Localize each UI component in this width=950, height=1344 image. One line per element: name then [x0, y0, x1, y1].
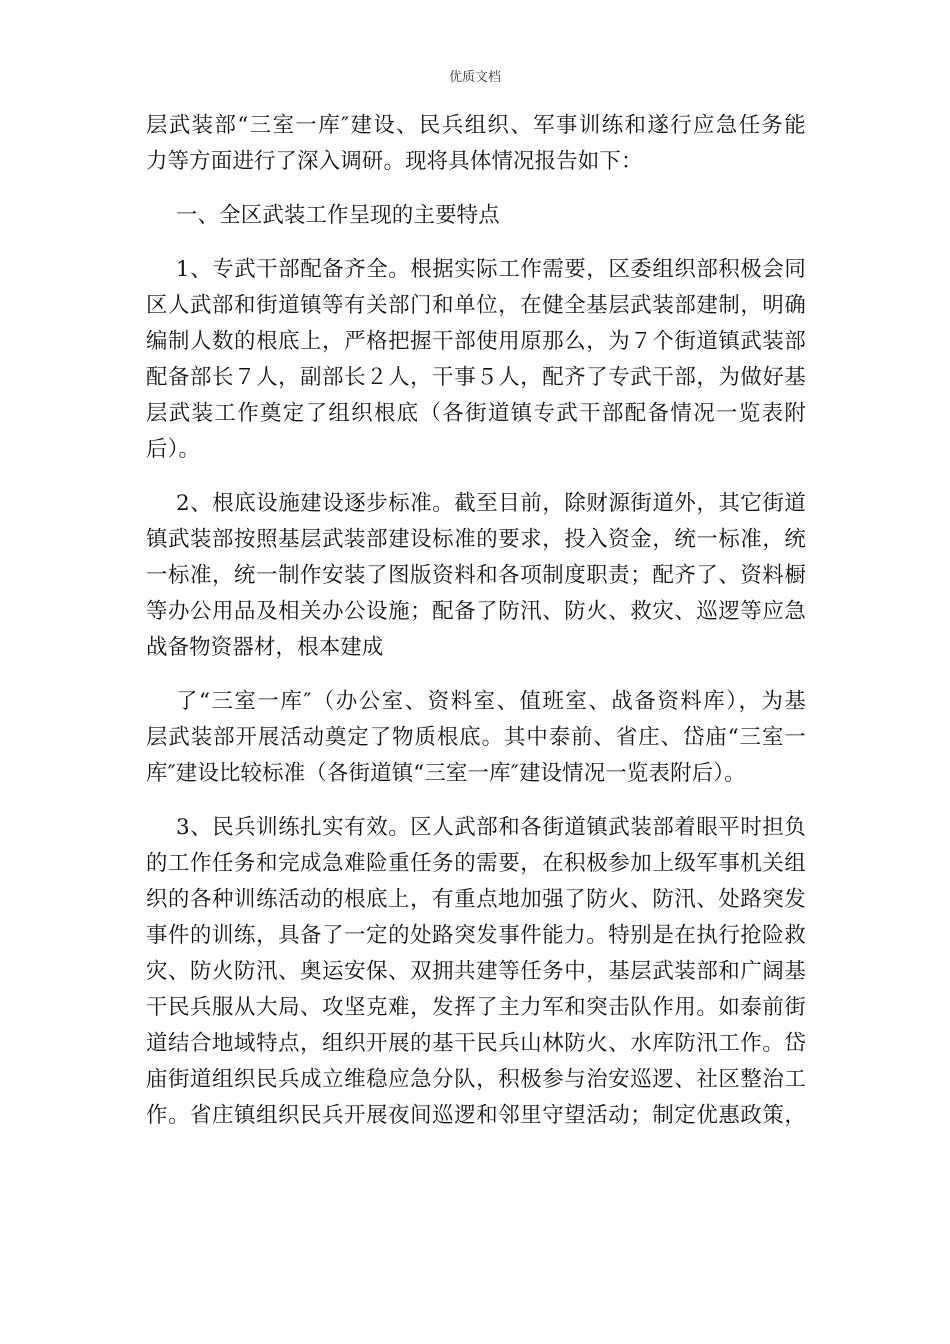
text-line: 干民兵服从大局、攻坚克难，发挥了主力军和突击队作用。如泰前街 [146, 995, 806, 1020]
text-line: 一标准，统一制作安装了图版资料和各项制度职责；配齐了、资料橱 [146, 563, 806, 588]
text-line: 2、根底设施建设逐步标准。截至目前，除财源街道外，其它街道 [176, 491, 806, 516]
text-line: 织的各种训练活动的根底上，有重点地加强了防火、防汛、处路突发 [146, 887, 806, 912]
text-line: 作。省庄镇组织民兵开展夜间巡逻和邻里守望活动；制定优惠政策， [146, 1103, 806, 1128]
text-line: 庙街道组织民兵成立维稳应急分队，积极参与治安巡逻、社区整治工 [146, 1067, 806, 1092]
paragraph-gap [146, 792, 806, 810]
text-line: 道结合地域特点，组织开展的基干民兵山林防火、水库防汛工作。岱 [146, 1031, 806, 1056]
text-line: 区人武部和街道镇等有关部门和单位，在健全基层武装部建制，明确 [146, 293, 806, 318]
text-line: 一、全区武装工作呈现的主要特点 [176, 203, 500, 228]
text-line: 等办公用品及相关办公设施；配备了防汛、防火、救灾、巡逻等应急 [146, 599, 806, 624]
page-header: 优质文档 [448, 70, 501, 85]
text-line: 事件的训练，具备了一定的处路突发事件能力。特别是在执行抢险救 [146, 923, 806, 948]
text-line: 灾、防火防汛、奥运安保、双拥共建等任务中，基层武装部和广阔基 [146, 959, 806, 984]
document-body [146, 108, 806, 1134]
paragraph-gap [146, 180, 806, 198]
text-line: 后）。 [146, 437, 201, 462]
text-line: 库″建设比较标准（各街道镇“三室一库″建设情况一览表附后）。 [146, 761, 746, 786]
paragraph-gap [146, 468, 806, 486]
text-line: 的工作任务和完成急难险重任务的需要，在积极参加上级军事机关组 [146, 851, 806, 876]
text-line: 镇武装部按照基层武装部建设标准的要求，投入资金，统一标准，统 [146, 527, 806, 552]
paragraph-gap [146, 666, 806, 684]
text-line: 层武装部开展活动奠定了物质根底。其中泰前、省庄、岱庙“三室一 [146, 725, 806, 750]
text-line: 了“三室一库″（办公室、资料室、值班室、战备资料库），为基 [176, 689, 806, 714]
text-line: 编制人数的根底上，严格把握干部使用原那么，为７个街道镇武装部 [146, 329, 806, 354]
text-line: 层武装工作奠定了组织根底（各街道镇专武干部配备情况一览表附 [146, 401, 806, 426]
text-line: 配备部长７人，副部长２人，干事５人，配齐了专武干部，为做好基 [146, 365, 806, 390]
text-line: 力等方面进行了深入调研。现将具体情况报告如下： [146, 149, 643, 174]
text-line: 战备物资器材，根本建成 [146, 635, 384, 660]
paragraph-gap [146, 234, 806, 252]
text-line: 1、专武干部配备齐全。根据实际工作需要，区委组织部积极会同 [176, 257, 806, 282]
text-line: 层武装部“三室一库″建设、民兵组织、军事训练和遂行应急任务能 [146, 113, 806, 138]
text-line: 3、民兵训练扎实有效。区人武部和各街道镇武装部着眼平时担负 [176, 815, 806, 840]
